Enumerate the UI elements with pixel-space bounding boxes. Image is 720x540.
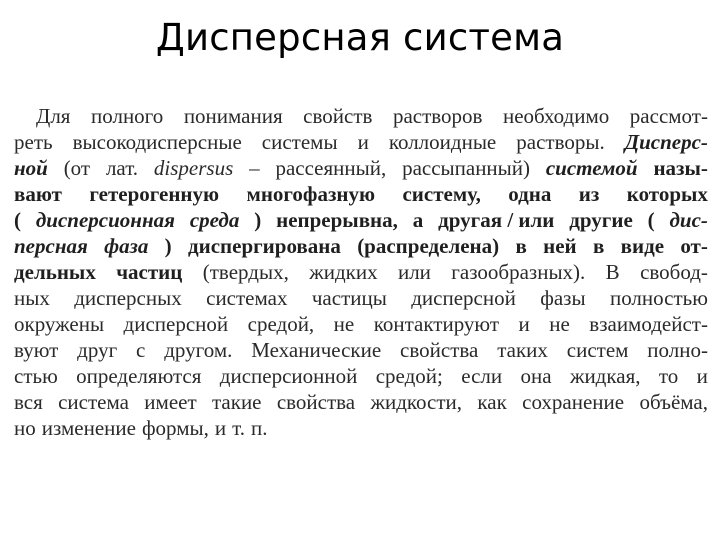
word: и [518,312,530,336]
word: и [214,416,227,440]
word: назы- [653,156,708,180]
word: средой, [247,312,315,336]
word: (твердых, [202,260,289,284]
text-line [14,129,708,155]
word: дисперсной [411,286,516,310]
word: систему, [402,182,481,206]
word: системах [206,286,288,310]
word: рассмот- [629,104,708,128]
word: свобод- [640,260,708,284]
word: систем [566,338,629,362]
word: рассыпанный) [402,156,531,180]
word: полно- [647,338,708,362]
word: вся [14,390,43,414]
word: таких [497,338,548,362]
word: Дисперс- [624,130,708,154]
word: но [14,416,36,440]
word: диспергирована [187,234,341,258]
word: имеет [144,390,197,414]
word: системы [261,130,338,154]
word: которых [626,182,708,206]
word: не [549,312,570,336]
word: другая / или [438,208,555,232]
word: полного [91,104,164,128]
text-line [14,259,708,285]
text-line [14,155,708,181]
word: если [461,364,503,388]
word: реть [14,130,53,154]
word: высокодисперсные [72,130,242,154]
word: среда [189,208,240,232]
word: а [412,208,424,232]
word: частиц [116,260,183,284]
text-line [14,415,708,441]
word: свойства [400,338,479,362]
word: жидкая, [569,364,641,388]
word: п. [251,416,268,440]
word: частицы [311,286,387,310]
word: одна [508,182,552,206]
body-text [14,103,708,441]
word: дисперсионная [35,208,175,232]
word: ней [543,234,577,258]
word: фаза [104,234,149,258]
word: или [397,260,431,284]
word: стью [14,364,58,388]
word: ) [254,208,262,232]
word: необходимо [503,104,610,128]
word: определяются [76,364,202,388]
word: и [696,364,708,388]
word: жидких [309,260,378,284]
word: виде [620,234,665,258]
slide-title: Дисперсная система [155,16,565,59]
word: друг [77,338,118,362]
word: (от [63,156,91,180]
word: т. [232,416,245,440]
word: многофазную [246,182,376,206]
text-line [14,311,708,337]
text-line [14,181,708,207]
word: ) [164,234,172,258]
word: вуют [14,338,59,362]
word: газообразных). [451,260,586,284]
word: контактируют [373,312,500,336]
word: сохранение [522,390,625,414]
word: то [658,364,679,388]
word: в [592,234,605,258]
word: системой [545,156,638,180]
word: жидкости, [370,390,463,414]
word: дисперсной [123,312,229,336]
word: персная [14,234,88,258]
word: объёма, [639,390,708,414]
word: ных [14,286,50,310]
word: В [605,260,620,284]
word: другом. [164,338,233,362]
word: система [58,390,129,414]
word: dispersus [153,156,234,180]
word: она [520,364,552,388]
word: средой; [375,364,443,388]
word: ной [14,156,48,180]
word: взаимодейст- [589,312,708,336]
word: ( [647,208,655,232]
text-line [14,285,708,311]
word: дельных [14,260,96,284]
word: понимания [183,104,283,128]
text-line [14,363,708,389]
text-line [14,233,708,259]
word: – [249,156,260,180]
word: в [515,234,527,258]
text-line [14,337,708,363]
text-line [14,207,708,233]
word: (распределена) [357,234,500,258]
word: окружены [14,312,105,336]
word: такие [211,390,262,414]
word: от- [680,234,708,258]
word: непрерывна, [276,208,398,232]
word: Для [36,104,71,128]
word: полностью [609,286,708,310]
word: растворов [392,104,483,128]
word: из [578,182,600,206]
word: коллоидные [388,130,497,154]
word: растворы. [516,130,605,154]
text-line [14,389,708,415]
word: фазы [540,286,586,310]
word: изменение [41,416,136,440]
word: другие [569,208,633,232]
word: и [357,130,369,154]
word: лат. [105,156,139,180]
word: дисперсионной [219,364,358,388]
word: не [333,312,355,336]
word: ( [14,208,21,232]
word: формы, [141,416,209,440]
text-line [14,103,708,129]
word: свойств [303,104,373,128]
word: дисперсных [74,286,182,310]
word: свойства [276,390,356,414]
word: дис- [669,208,708,232]
word: гетерогенную [89,182,220,206]
word: вают [14,182,62,206]
word: рассеянный, [275,156,387,180]
word: с [136,338,146,362]
word: Механические [251,338,382,362]
word: как [477,390,507,414]
